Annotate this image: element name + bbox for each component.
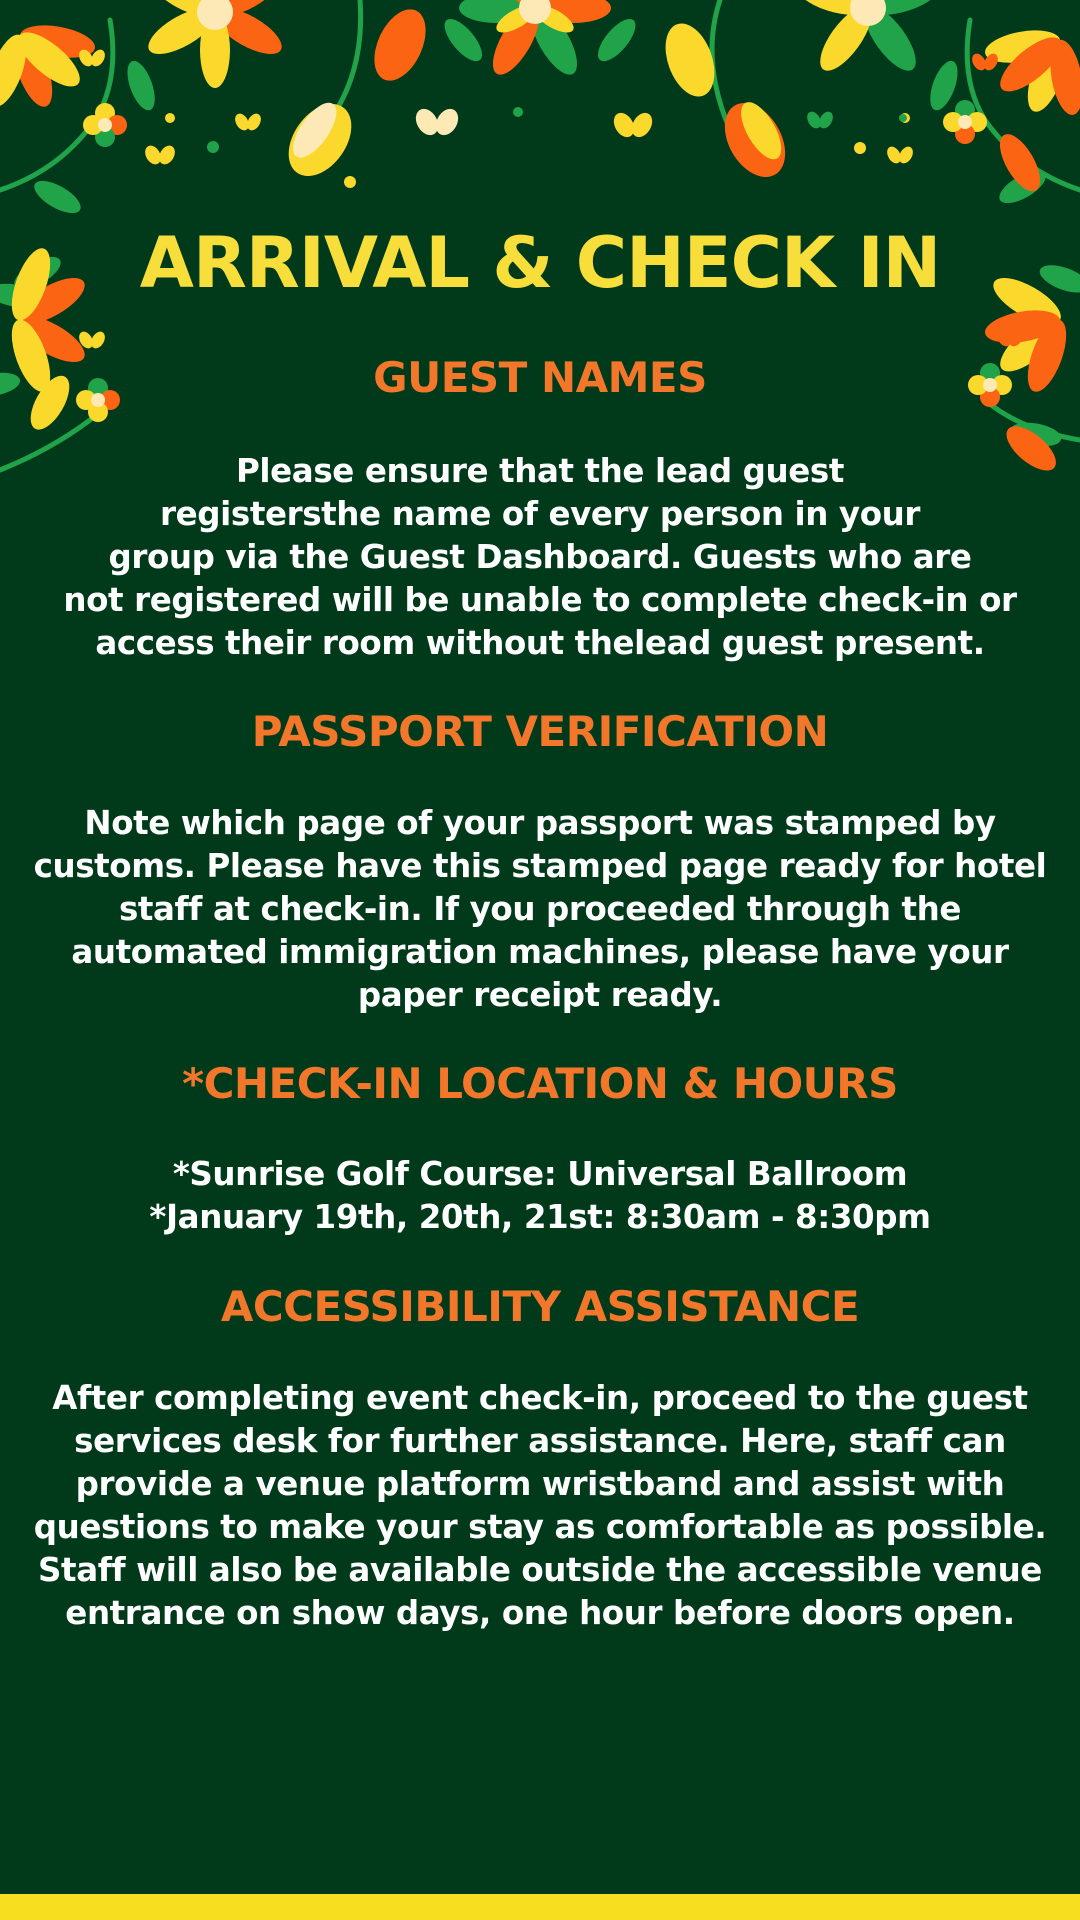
body-line: customs. Please have this stamped page ready for hotel (33, 847, 1047, 885)
body-line: After completing event check-in, proceed to the guest (52, 1379, 1028, 1417)
page-title: ARRIVAL & CHECK IN (139, 222, 941, 304)
section-heading-passport-verification: PASSPORT VERIFICATION (251, 707, 829, 756)
body-line: questions to make your stay as comfortable as possible. (33, 1508, 1047, 1546)
body-line: paper receipt ready. (357, 976, 723, 1014)
body-line: access their room without thelead guest present. (95, 624, 985, 662)
body-line: *January 19th, 20th, 21st: 8:30am - 8:30pm (149, 1198, 931, 1236)
body-line: *Sunrise Golf Course: Universal Ballroom (172, 1155, 908, 1193)
section-body-passport-verification (14, 802, 1066, 1017)
body-line: services desk for further assistance. Here, staff can (74, 1422, 1006, 1460)
butterfly-icon (76, 47, 1025, 351)
body-line: provide a venue platform wristband and assist with (75, 1465, 1005, 1503)
section-body-accessibility (14, 1377, 1066, 1635)
bottom-bar (0, 1894, 1080, 1920)
body-line: staff at check-in. If you proceeded through the (118, 890, 962, 928)
section-body-guest-names (14, 450, 1066, 665)
body-line: Please ensure that the lead guest (236, 452, 844, 490)
section-heading-check-in-location: *CHECK-IN LOCATION & HOURS (182, 1059, 898, 1108)
body-line: group via the Guest Dashboard. Guests who are (108, 538, 972, 576)
section-body-check-in-location (14, 1153, 1066, 1239)
section-heading-accessibility: ACCESSIBILITY ASSISTANCE (220, 1282, 860, 1331)
body-line: Staff will also be available outside the accessible venue (38, 1551, 1042, 1589)
body-line: entrance on show days, one hour before doors open. (65, 1594, 1015, 1632)
body-line: not registered will be unable to complete check-in or (63, 581, 1017, 619)
section-heading-guest-names: GUEST NAMES (373, 353, 707, 402)
body-line: Note which page of your passport was stamped by (84, 804, 996, 842)
body-line: automated immigration machines, please have your (71, 933, 1009, 971)
body-line: registersthe name of every person in your (160, 495, 920, 533)
